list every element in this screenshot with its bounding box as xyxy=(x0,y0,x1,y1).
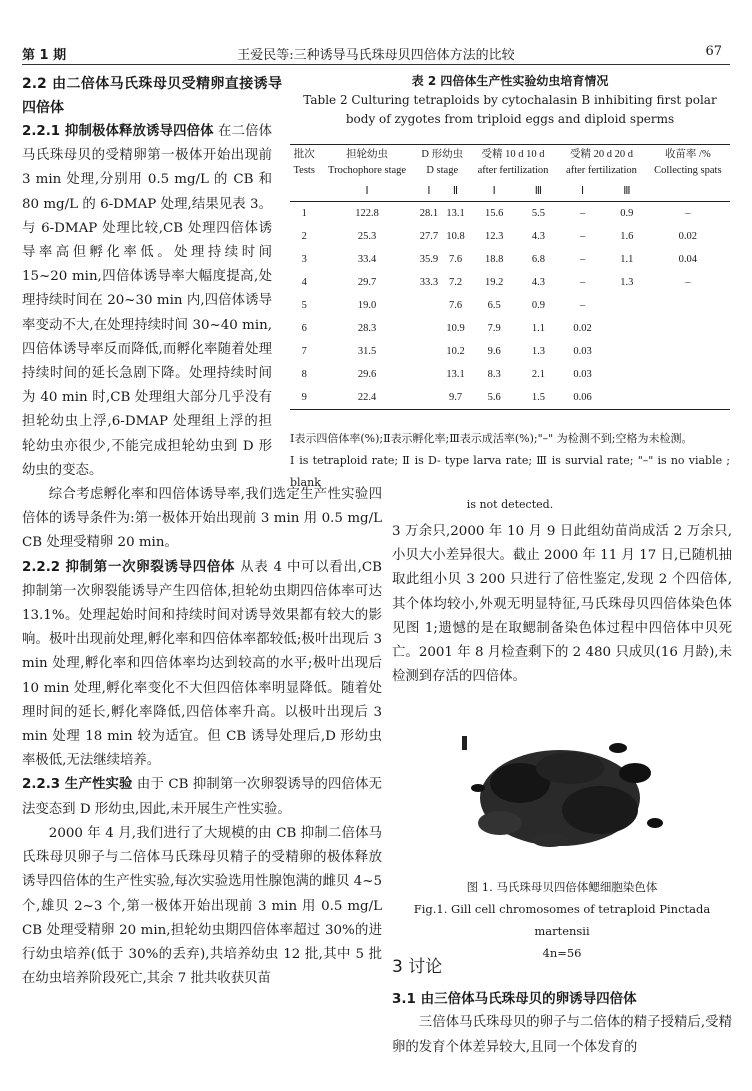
table-cell: 19.2 xyxy=(484,277,504,288)
table-cell: 0.03 xyxy=(573,346,592,357)
section-3-heading: 3 讨论 xyxy=(392,957,443,977)
table-cell: 8.3 xyxy=(487,369,501,380)
table-row xyxy=(290,271,730,294)
table-cell: – xyxy=(685,208,691,219)
table-cell: 10.2 xyxy=(446,346,465,357)
table-cell: 4.3 xyxy=(531,231,545,242)
table-cell: 8 xyxy=(301,369,307,380)
table-cell xyxy=(416,340,443,363)
subheader: Ⅲ xyxy=(608,181,646,202)
table-cell: – xyxy=(579,277,586,288)
table-cell: 1.6 xyxy=(620,231,634,242)
table-cell: 6.5 xyxy=(487,300,501,311)
table-cell: 9.6 xyxy=(487,346,501,357)
para-production-trial: 2000 年 4 月,我们进行了大规模的由 CB 抑制二倍体马氏珠母贝卵子与二倍体马氏珠母贝精子的受精卵的极体释放诱导四倍体的生产性实验,每次实验选用性腺饱满的雌贝 4~5 个,雄贝 2~3 个,第一极体开始出现前 3 min 用 0.5 mg/L CB 处理受精卵 20 min,担轮幼虫期四倍体率超过 30%的进行幼虫培养(低于 30%的丢弃),共培养幼虫 12 批,其中 5 批在幼虫培养阶段死亡,其余 7 批共收获贝苗 xyxy=(22,825,382,987)
para-2-2-1 xyxy=(22,120,272,483)
para-2-2-1-conclusion: 综合考虑孵化率和四倍体诱导率,我们选定生产性实验四倍体的诱导条件为:第一极体开始出现前 3 min 用 0.5 mg/L CB 处理受精卵 20 min。 xyxy=(22,487,382,551)
para-2-2-3 xyxy=(22,773,382,821)
table-cell: 122.8 xyxy=(355,208,379,219)
subheader: Ⅰ xyxy=(469,181,520,202)
table-cell: 5.6 xyxy=(469,386,520,410)
table-cell: 2.1 xyxy=(531,369,545,380)
table-cell: 0.06 xyxy=(557,386,608,410)
page-number: 67 xyxy=(705,44,722,59)
issue-label: 第 1 期 xyxy=(22,48,67,63)
table-cell: 7.9 xyxy=(487,323,501,334)
table-cell: – xyxy=(579,254,586,265)
table-cell xyxy=(608,386,646,410)
table-cell: 29.6 xyxy=(357,369,377,380)
para-2-2-2-text: 从表 4 中可以看出,CB 抑制第一次卵裂能诱导产生四倍体,担轮幼虫期四倍体率可达 13.1%。处理起始时间和持续时间对诱导效果都有较大的影响。极叶出现前处理,孵化率和四倍体率都较低;极叶出现后 3 min 处理,孵化率和四倍体率均达到较高的水平;极叶出现后 10 min 处理,孵化率变化不大但四倍体率明显降低。随着处理时间的延长,孵化率降低,四倍体率升高。以极叶出现后 3 min 处理 18 min 较为适宜。但 CB 诱导处理后,D 形幼虫率极低,无法继续培养。 xyxy=(22,559,383,769)
table-cell xyxy=(608,340,646,363)
table-cell xyxy=(416,386,443,410)
figure-caption-zh: 图 1. 马氏珠母贝四倍体鳃细胞染色体 xyxy=(466,880,658,894)
table-cell: 10.9 xyxy=(446,323,465,334)
table-row xyxy=(290,294,730,317)
table-cell: 0.02 xyxy=(678,231,698,242)
table-cell: 7.6 xyxy=(448,300,463,311)
table-cell: 5.5 xyxy=(531,208,545,219)
table-cell: 19.0 xyxy=(357,300,377,311)
table-row xyxy=(290,363,730,386)
table-row xyxy=(290,386,730,410)
subsection-2-2-2-heading: 2.2.2 抑制第一次卵裂诱导四倍体 xyxy=(22,559,236,575)
table-cell xyxy=(608,317,646,340)
subheader: Ⅰ xyxy=(318,181,415,202)
table-cell: 10.8 xyxy=(446,231,465,242)
para-2-2-2 xyxy=(22,556,382,774)
running-header xyxy=(0,44,752,64)
table-cell: 31.5 xyxy=(357,346,377,357)
table-cell xyxy=(416,317,443,340)
table-row xyxy=(290,340,730,363)
table-cell: 28.1 xyxy=(419,208,439,219)
subheader: Ⅱ xyxy=(442,181,469,202)
chromosome-micrograph xyxy=(450,728,680,868)
table-cell: 3 xyxy=(301,254,307,265)
table-cell: 12.3 xyxy=(484,231,504,242)
table-cell: 2 xyxy=(301,231,307,242)
table-footnote xyxy=(290,428,730,516)
table-cell xyxy=(416,294,443,317)
table-cell: 18.8 xyxy=(484,254,504,265)
figure-caption-en: Fig.1. Gill cell chromosomes of tetraploid Pinctada martensii xyxy=(413,902,711,938)
table-cell: 4 xyxy=(301,277,307,288)
col-header-trochophore: 担轮幼虫 Trochophore stage xyxy=(318,145,415,182)
table-cell: 29.7 xyxy=(357,277,377,288)
para-2-2-1-text: 在二倍体马氏珠母贝的受精卵第一极体开始出现前 3 min 处理,分别用 0.5 mg/L 的 CB 和 80 mg/L 的 6-DMAP 处理,结果见表 3。与 6-DMAP 处理比较,CB 处理四倍体诱导率高但孵化率低。处理持续时间 15~20 min,四倍体诱导率大幅度提高,处理持续时间在 20~30 min 内,四倍体诱导率变动不大,在处理持续时间 30~40 min,四倍体诱导率反而降低,而孵化率随着处理持续时间的延长急剧下降。处理持续时间为 40 min 时,CB 处理组大部分几乎没有担轮幼虫上浮,6-DMAP 处理组上浮的担轮幼虫亦很少,不能完成担轮幼虫到 D 形幼虫的变态。 xyxy=(22,124,272,478)
table-cell: – xyxy=(579,300,586,311)
section-2-2-heading: 2.2 由二倍体马氏珠母贝受精卵直接诱导四倍体 xyxy=(22,76,282,116)
table-cell: 1.3 xyxy=(620,277,634,288)
table-cell: 28.3 xyxy=(357,323,377,334)
table-cell xyxy=(646,317,730,340)
table-cell: 0.04 xyxy=(678,254,698,265)
subsection-2-2-3-heading: 2.2.3 生产性实验 xyxy=(22,777,133,793)
table-cell xyxy=(608,294,646,317)
table-note-zh: Ⅰ表示四倍体率(%);Ⅱ表示孵化率;Ⅲ表示成活率(%);"–" 为检测不到;空格为未检测。 xyxy=(290,432,693,445)
table-cell: – xyxy=(685,277,691,288)
table-cell: 5 xyxy=(301,300,307,311)
col-header-collecting: 收苗率 /% Collecting spats xyxy=(646,145,730,182)
table-cell: 22.4 xyxy=(318,386,415,410)
table-cell: 13.1 xyxy=(446,369,465,380)
table-cell: 7 xyxy=(301,346,307,357)
header-rule xyxy=(22,64,730,65)
para-continued: 3 万余只,2000 年 10 月 9 日此组幼苗尚成活 2 万余只,小贝大小差异很大。截止 2000 年 11 月 17 日,已随机抽取此组小贝 3 200 只进行了倍性鉴定,发现 2 个四倍体,其个体均较小,外观无明显特征,马氏珠母贝四倍体染色体见图 1;遗憾的是在取鳃制备染色体过程中四倍体中贝死亡。2001 年 8 月检查剩下的 2 480 只成贝(16 月龄),未检测到存活的四倍体。 xyxy=(392,524,732,685)
table-cell: 9.7 xyxy=(442,386,469,410)
table-cell xyxy=(646,294,730,317)
section-3-1-heading: 3.1 由三倍体马氏珠母贝的卵诱导四倍体 xyxy=(392,991,637,1008)
table-cell: 27.7 xyxy=(419,231,439,242)
table-note-en: Ⅰ is tetraploid rate; Ⅱ is D- type larva rate; Ⅲ is survial rate; "–" is no viable ; blank xyxy=(290,454,730,489)
table-row xyxy=(290,202,730,226)
table-cell: 1 xyxy=(301,208,307,219)
col-header-dstage: D 形幼虫 D stage xyxy=(416,145,469,182)
right-column xyxy=(392,520,732,689)
col-header-20d: 受精 20 d 20 d after fertilization xyxy=(557,145,645,182)
table-cell: 13.1 xyxy=(446,208,465,219)
para-3-1: 三倍体马氏珠母贝的卵子与二倍体的精子授精后,受精卵的发育个体差异较大,且同一个体发育的 xyxy=(392,1015,732,1055)
subheader: Ⅲ xyxy=(520,181,558,202)
col-header-10d: 受精 10 d 10 d after fertilization xyxy=(469,145,557,182)
table-cell: 9 xyxy=(290,386,318,410)
table-cell: – xyxy=(579,208,586,219)
figure-caption xyxy=(392,876,732,964)
discussion-section xyxy=(392,955,732,1060)
table-row xyxy=(290,317,730,340)
table-cell xyxy=(416,363,443,386)
table-note-en-2: is not detected. xyxy=(466,498,554,511)
table-cell xyxy=(646,386,730,410)
table-row xyxy=(290,225,730,248)
table-cell xyxy=(646,340,730,363)
col-header-tests: 批次 Tests xyxy=(290,145,318,182)
table-cell: 33.3 xyxy=(419,277,439,288)
table-caption-en: Table 2 Culturing tetraploids by cytochalasin B inhibiting first polar body of zygotes from triploid eggs and diploid sperms xyxy=(303,93,717,126)
para-2-2-3-text: 由于 CB 抑制第一次卵裂诱导的四倍体无法变态到 D 形幼虫,因此,未开展生产性实验。 xyxy=(22,777,382,817)
table-cell: 15.6 xyxy=(484,208,504,219)
table-cell: 35.9 xyxy=(419,254,439,265)
table-cell: 6 xyxy=(301,323,307,334)
table-cell: 7.2 xyxy=(448,277,463,288)
subheader: Ⅰ xyxy=(557,181,608,202)
table-cell: 0.9 xyxy=(620,208,634,219)
table-caption-zh: 表 2 四倍体生产性实验幼虫培育情况 xyxy=(411,74,609,88)
table-cell: 0.9 xyxy=(531,300,545,311)
table-cell: 7.6 xyxy=(448,254,463,265)
subsection-2-2-1-heading: 2.2.1 抑制极体释放诱导四倍体 xyxy=(22,124,214,139)
table-cell xyxy=(608,363,646,386)
table-cell: 1.1 xyxy=(620,254,634,265)
table-cell: 1.5 xyxy=(520,386,558,410)
running-title: 王爱民等:三种诱导马氏珠母贝四倍体方法的比较 xyxy=(237,48,515,63)
table-cell: 33.4 xyxy=(357,254,377,265)
table-cell: 1.1 xyxy=(531,323,545,334)
table-cell: 25.3 xyxy=(357,231,377,242)
larva-culture-table xyxy=(290,144,730,410)
table-cell: 4.3 xyxy=(531,277,545,288)
table-cell: 1.3 xyxy=(531,346,545,357)
table-cell: – xyxy=(579,231,586,242)
table-cell: 0.03 xyxy=(573,369,592,380)
table-cell: 6.8 xyxy=(531,254,545,265)
table-cell xyxy=(646,363,730,386)
table-cell: 0.02 xyxy=(573,323,592,334)
table-caption xyxy=(290,72,730,129)
table-row xyxy=(290,248,730,271)
subheader: Ⅰ xyxy=(416,181,443,202)
figure-caption-n: 4n=56 xyxy=(542,946,582,960)
